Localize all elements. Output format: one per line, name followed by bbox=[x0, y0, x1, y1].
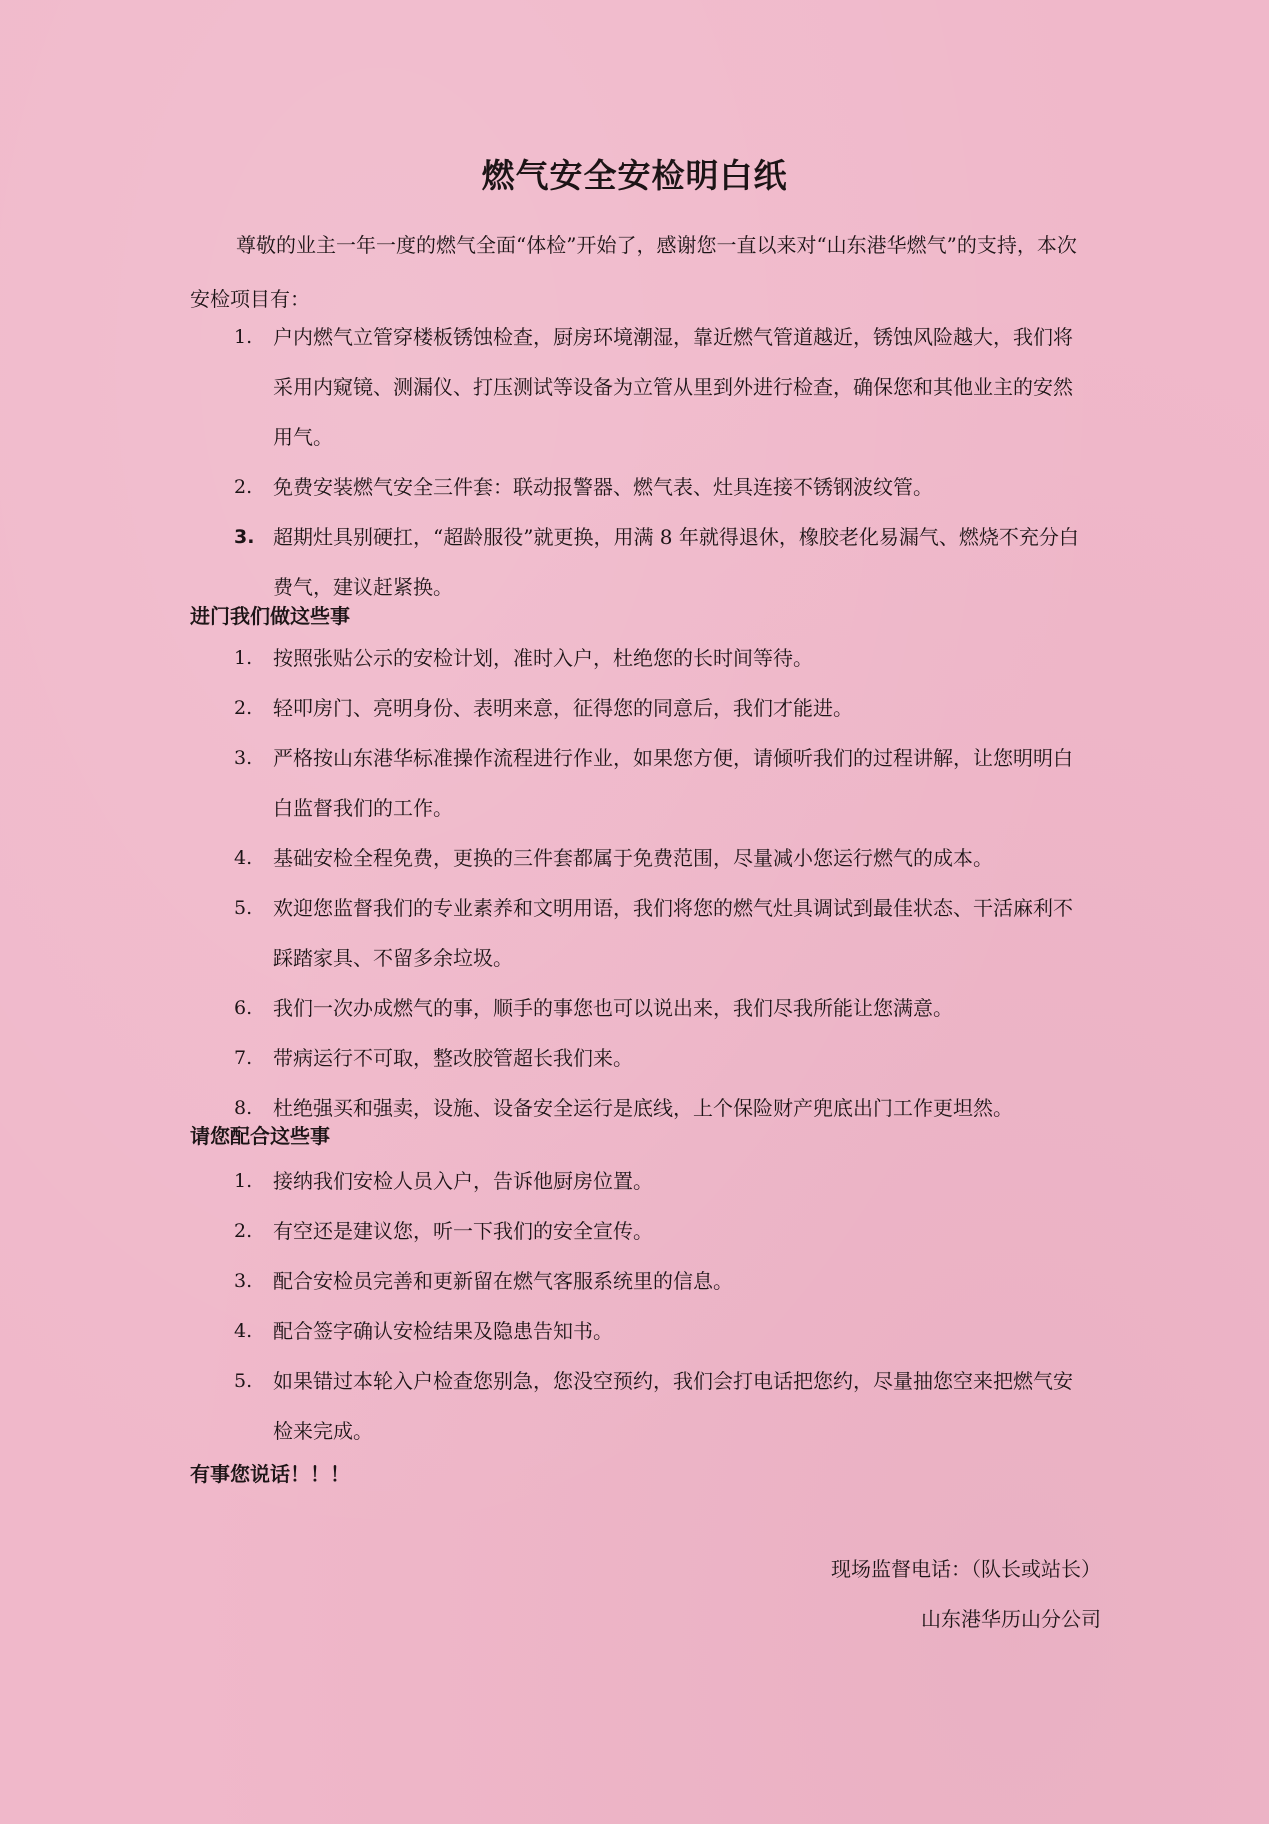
item-number: 1. bbox=[234, 326, 253, 348]
item-text: 接纳我们安检人员入户，告诉他厨房位置。 bbox=[273, 1169, 653, 1193]
list-item bbox=[190, 733, 1090, 833]
item-number: 8. bbox=[234, 1097, 253, 1119]
item-text: 严格按山东港华标准操作流程进行作业，如果您方便，请倾听我们的过程讲解，让您明明白白监督我们的工作。 bbox=[273, 746, 1073, 820]
item-number: 1. bbox=[234, 1170, 253, 1192]
item-number: 2. bbox=[234, 697, 253, 719]
section-heading-we-do: 进门我们做这些事 bbox=[190, 604, 350, 628]
list-item bbox=[190, 1033, 1090, 1083]
item-text: 杜绝强买和强卖，设施、设备安全运行是底线，上个保险财产兜底出门工作更坦然。 bbox=[273, 1096, 1013, 1120]
list-item bbox=[190, 462, 1090, 512]
item-number: 4. bbox=[234, 1320, 253, 1342]
item-text: 轻叩房门、亮明身份、表明来意，征得您的同意后，我们才能进。 bbox=[273, 696, 853, 720]
we-do-list bbox=[190, 633, 1090, 1133]
item-number: 5. bbox=[234, 897, 253, 919]
list-item bbox=[190, 1256, 1090, 1306]
you-do-list bbox=[190, 1156, 1090, 1456]
item-text: 超期灶具别硬扛，“超龄服役”就更换，用满 8 年就得退休，橡胶老化易漏气、燃烧不充分白费气，建议赶紧换。 bbox=[273, 525, 1079, 599]
check-items-list bbox=[190, 312, 1090, 612]
item-text: 配合安检员完善和更新留在燃气客服系统里的信息。 bbox=[273, 1269, 733, 1293]
list-item bbox=[190, 883, 1090, 983]
list-item bbox=[190, 312, 1090, 462]
item-text: 欢迎您监督我们的专业素养和文明用语，我们将您的燃气灶具调试到最佳状态、干活麻利不踩踏家具、不留多余垃圾。 bbox=[273, 896, 1073, 970]
closing-line: 有事您说话！！！ bbox=[190, 1462, 350, 1486]
list-item bbox=[190, 1306, 1090, 1356]
item-number: 3. bbox=[234, 526, 255, 548]
item-text: 如果错过本轮入户检查您别急，您没空预约，我们会打电话把您约，尽量抽您空来把燃气安检来完成。 bbox=[273, 1369, 1073, 1443]
list-item bbox=[190, 1206, 1090, 1256]
item-text: 免费安装燃气安全三件套：联动报警器、燃气表、灶具连接不锈钢波纹管。 bbox=[273, 475, 933, 499]
list-item bbox=[190, 983, 1090, 1033]
list-item bbox=[190, 1356, 1090, 1456]
supervisor-phone: 现场监督电话：（队长或站长） bbox=[831, 1557, 1101, 1581]
item-number: 2. bbox=[234, 476, 253, 498]
item-text: 配合签字确认安检结果及隐患告知书。 bbox=[273, 1319, 613, 1343]
intro-paragraph: 尊敬的业主一年一度的燃气全面“体检”开始了，感谢您一直以来对“山东港华燃气”的支持，本次安检项目有： bbox=[190, 233, 1077, 311]
item-number: 4. bbox=[234, 847, 253, 869]
list-item bbox=[190, 833, 1090, 883]
item-text: 按照张贴公示的安检计划，准时入户，杜绝您的长时间等待。 bbox=[273, 646, 813, 670]
section-heading-you-do: 请您配合这些事 bbox=[190, 1124, 330, 1148]
list-item bbox=[190, 683, 1090, 733]
item-number: 3. bbox=[234, 1270, 253, 1292]
item-number: 5. bbox=[234, 1370, 253, 1392]
item-text: 我们一次办成燃气的事，顺手的事您也可以说出来，我们尽我所能让您满意。 bbox=[273, 996, 953, 1020]
item-text: 带病运行不可取，整改胶管超长我们来。 bbox=[273, 1046, 633, 1070]
list-item bbox=[190, 1156, 1090, 1206]
item-number: 6. bbox=[234, 997, 253, 1019]
item-number: 7. bbox=[234, 1047, 253, 1069]
list-item bbox=[190, 633, 1090, 683]
item-number: 2. bbox=[234, 1220, 253, 1242]
item-number: 3. bbox=[234, 747, 253, 769]
list-item bbox=[190, 512, 1090, 612]
item-number: 1. bbox=[234, 647, 253, 669]
item-text: 有空还是建议您，听一下我们的安全宣传。 bbox=[273, 1219, 653, 1243]
company-name: 山东港华历山分公司 bbox=[921, 1607, 1101, 1631]
item-text: 户内燃气立管穿楼板锈蚀检查，厨房环境潮湿，靠近燃气管道越近，锈蚀风险越大，我们将采用内窥镜、测漏仪、打压测试等设备为立管从里到外进行检查，确保您和其他业主的安然用气。 bbox=[273, 325, 1073, 449]
page-title: 燃气安全安检明白纸 bbox=[481, 156, 788, 195]
item-text: 基础安检全程免费，更换的三件套都属于免费范围，尽量减小您运行燃气的成本。 bbox=[273, 846, 993, 870]
